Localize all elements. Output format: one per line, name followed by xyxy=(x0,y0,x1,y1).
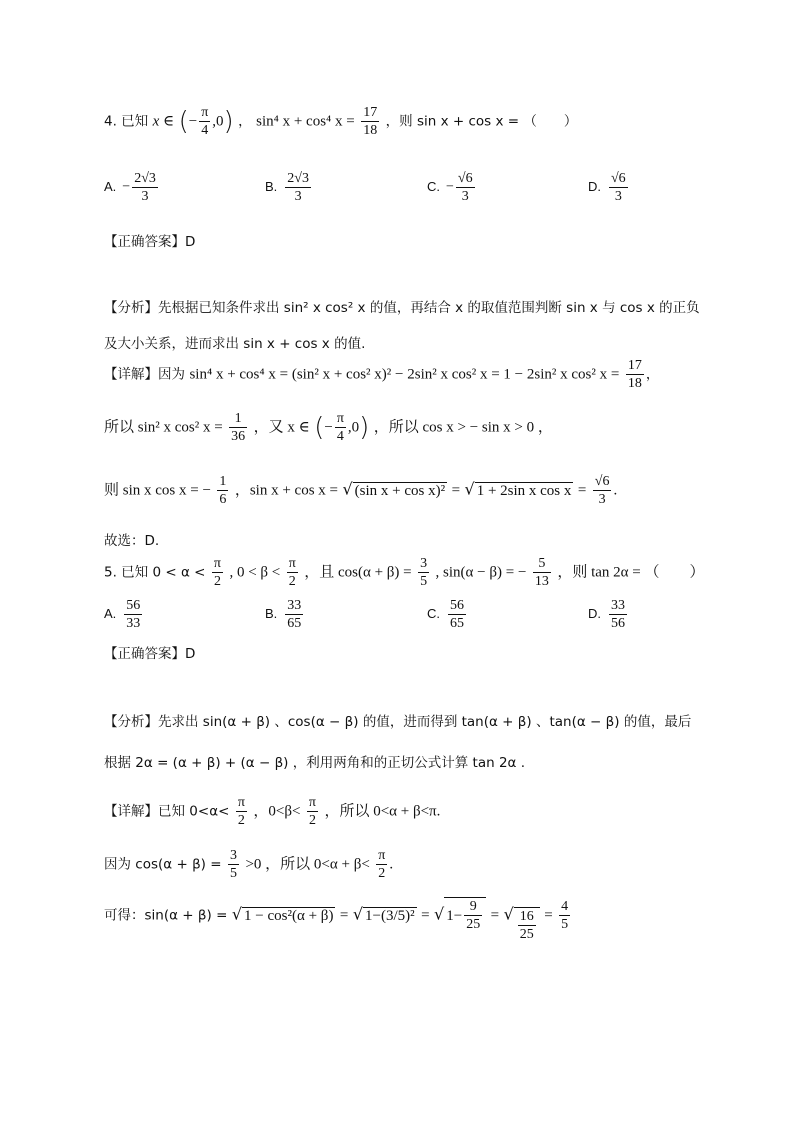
q4-option-a[interactable]: A. − $\frac{2√3}{3}$ xyxy=(104,171,156,204)
q4-cond2: sin⁴ x + cos⁴ x = xyxy=(256,113,355,130)
q4-detail-line: 【详解】因为 sin⁴ x + cos⁴ x = (sin² x + cos² x)² − 2sin² x cos² x = 1 − 2sin² x cos² x = $\frac{17}{18}$ ， xyxy=(104,358,660,391)
q5-answer: 【正确答案】D xyxy=(104,646,196,662)
q5-detail-line2: 因为 cos(α + β) = $\frac{3}{5}$ >0 ，所以 0<α + β< $\frac{\pi}{2}$ . xyxy=(104,848,394,881)
q4-option-d[interactable]: D. $\frac{√6}{3}$ xyxy=(588,171,626,204)
q4-analysis-line1: 【分析】先根据已知条件求出 sin² x cos² x 的值，再结合 x 的取值范围判断 sin x 与 cos x 的正负 xyxy=(104,300,700,316)
q5-option-a[interactable]: A. $\frac{56}{33}$ xyxy=(104,598,141,631)
q4-value-frac: $\frac{17}{18}$ xyxy=(363,105,378,138)
q4-answer: 【正确答案】D xyxy=(104,234,196,250)
q4-so-line: 所以 sin² x cos² x = $\frac{1}{36}$ ，又 x ∈ (− $\frac{\pi}{4}$ ,0) ，所以 cos x > − sin x > 0 ， xyxy=(104,411,553,444)
q5-option-c[interactable]: C. $\frac{56}{65}$ xyxy=(427,598,464,631)
q4-option-b[interactable]: B. $\frac{2√3}{3}$ xyxy=(265,171,309,204)
q4-stem-prefix: 4. 已知 xyxy=(104,113,149,130)
q4-stem: 4. 已知 x ∈ (− $\frac{\pi}{4}$ ,0) ， sin⁴ x + cos⁴ x = $\frac{17}{18}$ ，则 sin x + cos x = （ ） xyxy=(104,105,578,138)
q5-option-d[interactable]: D. $\frac{33}{56}$ xyxy=(588,598,625,631)
q4-choose: 故选：D. xyxy=(104,533,160,549)
q4-analysis-line2: 及大小关系，进而求出 sin x + cos x 的值. xyxy=(104,336,366,352)
q4-cond1: x ∈ xyxy=(152,113,175,130)
q4-question: ，则 sin x + cos x = （ ） xyxy=(385,113,578,130)
q4-option-c[interactable]: C. − $\frac{√6}{3}$ xyxy=(427,171,473,204)
q4-lparen: ( xyxy=(178,106,189,137)
q5-analysis-line2: 根据 2α = (α + β) + (α − β) ，利用两角和的正切公式计算 tan 2α . xyxy=(104,755,526,771)
q5-stem: 5. 已知 0 < α < $\frac{\pi}{2}$ , 0 < β < $\frac{\pi}{2}$ ，且 cos(α + β) = $\frac{3}{5}$ , sin(α − β) = − $\frac{5}{13}$ ，则 tan 2α = （ ） xyxy=(104,556,705,589)
q5-detail-line3: 可得：sin(α + β) = √ 1 − cos²(α + β) = √ 1−(3/5)² = √ 1− $\frac{9}{25}$ = √ $\frac{16}{25}$ = $\frac{4}{5}$ xyxy=(104,899,569,942)
q4-then-line: 则 sin x cos x = − $\frac{1}{6}$ ，sin x + cos x = √ (sin x + cos x)² = √ 1 + 2sin x cos x = $\frac{√6}{3}$ . xyxy=(104,474,618,507)
q5-analysis-line1: 【分析】先求出 sin(α + β) 、cos(α − β) 的值，进而得到 tan(α + β) 、tan(α − β) 的值，最后 xyxy=(104,714,692,730)
q4-interval-frac: $\frac{\pi}{4}$ xyxy=(201,105,209,138)
q5-detail-line1: 【详解】已知 0<α< $\frac{\pi}{2}$ ，0<β< $\frac{\pi}{2}$ ，所以 0<α + β<π. xyxy=(104,795,441,828)
q5-option-b[interactable]: B. $\frac{33}{65}$ xyxy=(265,598,302,631)
